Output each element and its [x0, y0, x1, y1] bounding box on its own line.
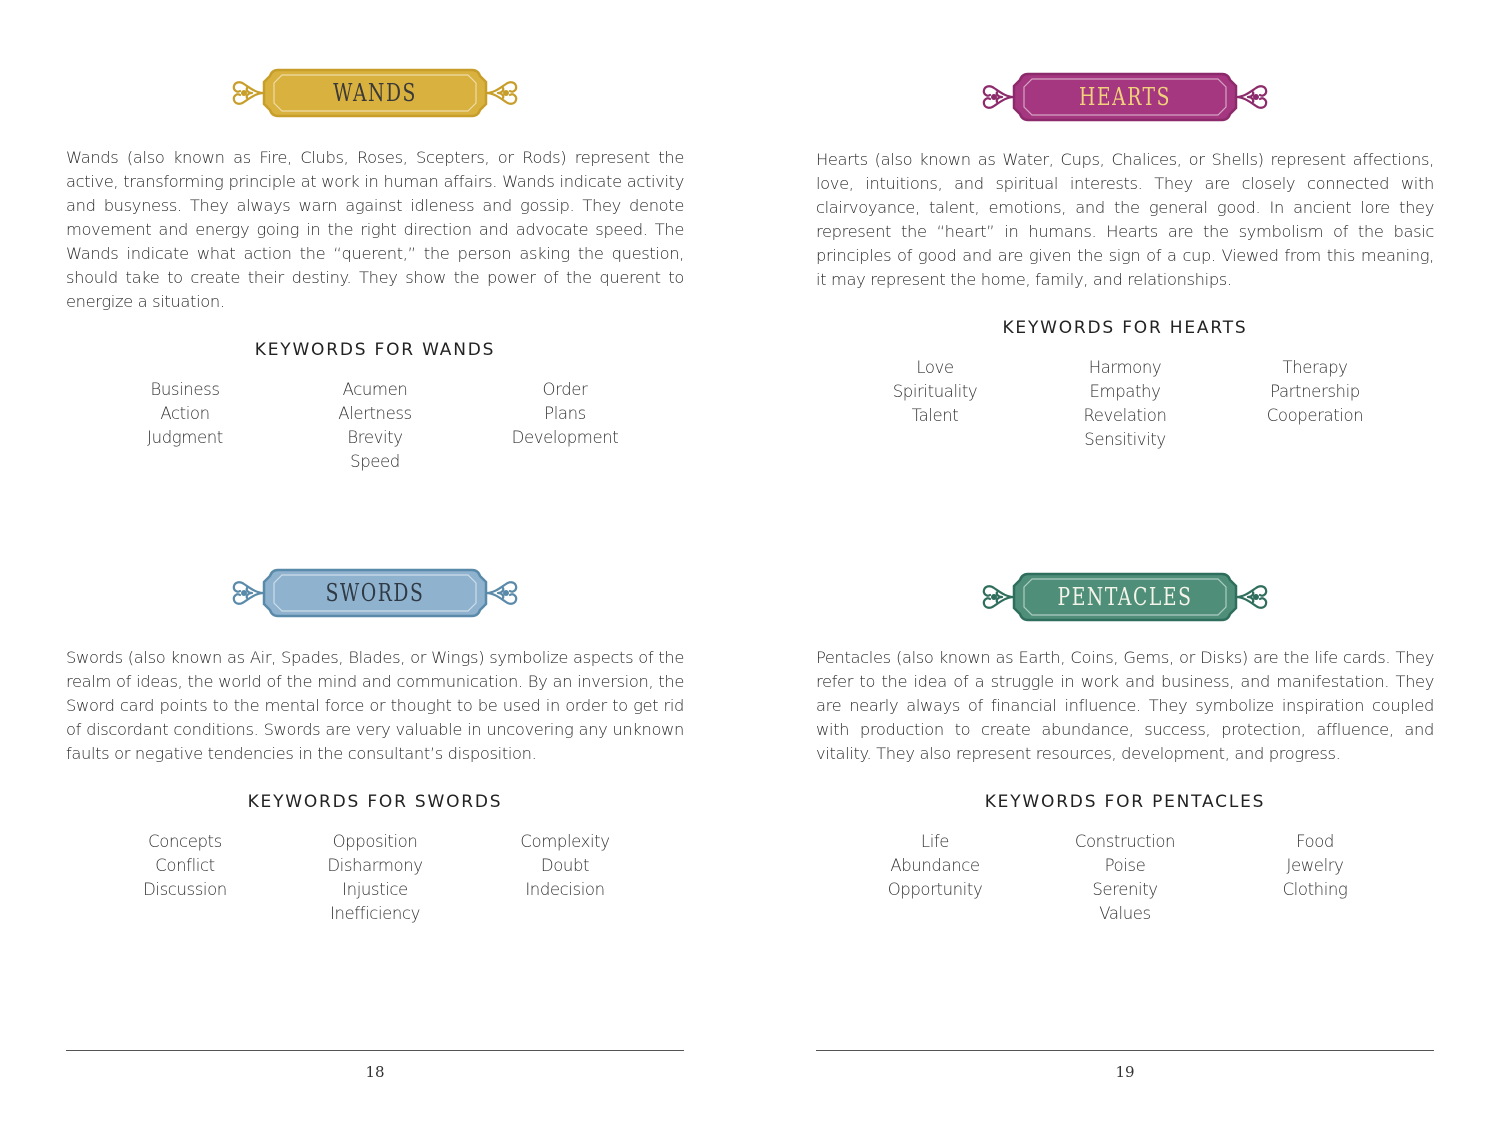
- hearts-title: HEARTS: [1079, 83, 1171, 111]
- pentacles-keyword: Construction: [1074, 832, 1176, 851]
- scroll-ornament-left: [984, 86, 1014, 107]
- pentacles-banner: [980, 568, 1270, 626]
- hearts-keyword-column: [840, 356, 1030, 452]
- hearts-keyword: Therapy: [1282, 358, 1348, 377]
- wands-keyword: Judgment: [147, 428, 223, 447]
- scroll-ornament-left: [234, 582, 264, 603]
- pentacles-body: Pentacles (also known as Earth, Coins, Gems, or Disks) are the life cards. They refer to the idea of a struggle in work and business, and manifestation. They are nearly always of financial influence. They symbolize inspiration coupled with production to create abundance, success, protection, affluence, and vitality. They also represent resources, development, and progress.: [816, 648, 1434, 763]
- hearts-keyword: Revelation: [1083, 406, 1167, 425]
- swords-keyword: Complexity: [520, 832, 610, 851]
- swords-keyword: Disharmony: [327, 856, 423, 875]
- right-footer-rule: [816, 1050, 1434, 1051]
- right-page-number: 19: [1115, 1063, 1135, 1081]
- wands-banner: [230, 64, 520, 122]
- hearts-keyword: Love: [916, 358, 954, 377]
- hearts-body: Hearts (also known as Water, Cups, Chalices, or Shells) represent affections, love, intuitions, and spiritual interests. They are closely connected with clairvoyance, talent, emotions, and the general good. In ancient lore they represent the “heart” in humans. Hearts are the symbolism of the basic principles of good and are given the sign of a cup. Viewed from this meaning, it may represent the home, family, and relationships.: [816, 150, 1434, 289]
- pentacles-title: PENTACLES: [1057, 583, 1193, 611]
- hearts-keyword: Harmony: [1088, 358, 1162, 377]
- pentacles-keyword-column: [1030, 830, 1220, 926]
- left-page-number: 18: [365, 1063, 385, 1081]
- hearts-keywords-title: KEYWORDS FOR HEARTS: [1002, 318, 1248, 338]
- hearts-banner: [980, 68, 1270, 126]
- scroll-dot-left: [241, 90, 247, 96]
- wands-keyword: Brevity: [347, 428, 403, 447]
- hearts-keyword: Talent: [911, 406, 959, 425]
- swords-keyword: Injustice: [342, 880, 408, 899]
- scroll-dot-right: [1253, 94, 1259, 100]
- swords-keyword: Conflict: [155, 856, 215, 875]
- scroll-dot-left: [241, 590, 247, 596]
- swords-keyword-column: [470, 830, 660, 926]
- pentacles-keywords-title: KEYWORDS FOR PENTACLES: [984, 792, 1266, 812]
- scroll-dot-right: [503, 590, 509, 596]
- scroll-ornament-left: [234, 82, 264, 103]
- hearts-keyword: Empathy: [1089, 382, 1161, 401]
- wands-keyword-column: [470, 378, 660, 474]
- swords-keywords-title: KEYWORDS FOR SWORDS: [247, 792, 503, 812]
- scroll-ornament-right: [486, 582, 516, 603]
- wands-keyword: Development: [511, 428, 619, 447]
- wands-keyword: Order: [542, 380, 588, 399]
- hearts-section: [816, 68, 1434, 452]
- pentacles-keyword: Serenity: [1092, 880, 1158, 899]
- hearts-keyword-column: [1220, 356, 1410, 452]
- wands-keyword: Plans: [544, 404, 586, 423]
- swords-title: SWORDS: [325, 579, 425, 607]
- pentacles-keyword-column: [840, 830, 1030, 926]
- hearts-keyword: Spirituality: [892, 382, 978, 401]
- pentacles-keyword: Jewelry: [1286, 856, 1344, 875]
- pentacles-keyword: Values: [1099, 904, 1151, 923]
- wands-keyword: Alertness: [338, 404, 412, 423]
- scroll-ornament-right: [1236, 86, 1266, 107]
- wands-body: Wands (also known as Fire, Clubs, Roses, Scepters, or Rods) represent the active, transforming principle at work in human affairs. Wands indicate activity and busyness. They always warn against idleness and gossip. They denote movement and energy going in the right direction and advocate speed. The Wands indicate what action the “querent,” the person asking the question, should take to create their destiny. They show the power of the querent to energize a situation.: [66, 148, 684, 311]
- wands-keyword-column: [280, 378, 470, 474]
- swords-keyword: Concepts: [148, 832, 222, 851]
- wands-title: WANDS: [333, 79, 417, 107]
- wands-keyword: Speed: [350, 452, 400, 471]
- scroll-dot-left: [991, 94, 997, 100]
- pentacles-keyword: Abundance: [890, 856, 980, 875]
- swords-keyword: Indecision: [525, 880, 605, 899]
- pentacles-keyword: Clothing: [1282, 880, 1348, 899]
- swords-body: Swords (also known as Air, Spades, Blades, or Wings) symbolize aspects of the realm of ideas, the world of the mind and communication. By an inversion, the Sword card points to the mental force or thought to be used in order to get rid of discordant conditions. Swords are very valuable in uncovering any unknown faults or negative tendencies in the consultant’s disposition.: [66, 648, 684, 763]
- swords-keyword: Opposition: [332, 832, 418, 851]
- swords-keywords: [66, 830, 684, 926]
- wands-keyword: Business: [150, 380, 220, 399]
- pentacles-keyword-column: [1220, 830, 1410, 926]
- scroll-ornament-right: [1236, 586, 1266, 607]
- wands-section: [66, 64, 684, 474]
- left-footer-rule: [66, 1050, 684, 1051]
- hearts-keywords: [816, 356, 1434, 452]
- swords-keyword: Doubt: [540, 856, 590, 875]
- pentacles-keyword: Food: [1296, 832, 1334, 851]
- swords-keyword: Inefficiency: [330, 904, 420, 923]
- wands-keywords-title: KEYWORDS FOR WANDS: [254, 340, 496, 360]
- wands-keyword: Acumen: [342, 380, 408, 399]
- swords-section: [66, 564, 684, 926]
- pentacles-keywords: [816, 830, 1434, 926]
- pentacles-keyword: Life: [920, 832, 950, 851]
- swords-keyword: Discussion: [143, 880, 227, 899]
- scroll-ornament-left: [984, 586, 1014, 607]
- scroll-dot-right: [1253, 594, 1259, 600]
- pentacles-keyword: Poise: [1104, 856, 1146, 875]
- pentacles-section: [816, 568, 1434, 926]
- swords-keyword-column: [90, 830, 280, 926]
- pentacles-keyword: Opportunity: [887, 880, 983, 899]
- swords-keyword-column: [280, 830, 470, 926]
- hearts-keyword: Cooperation: [1266, 406, 1364, 425]
- scroll-ornament-right: [486, 82, 516, 103]
- scroll-dot-left: [991, 594, 997, 600]
- wands-keyword: Action: [160, 404, 210, 423]
- wands-keyword-column: [90, 378, 280, 474]
- hearts-keyword: Partnership: [1270, 382, 1360, 401]
- scroll-dot-right: [503, 90, 509, 96]
- hearts-keyword: Sensitivity: [1084, 430, 1166, 449]
- wands-keywords: [66, 378, 684, 474]
- swords-banner: [230, 564, 520, 622]
- hearts-keyword-column: [1030, 356, 1220, 452]
